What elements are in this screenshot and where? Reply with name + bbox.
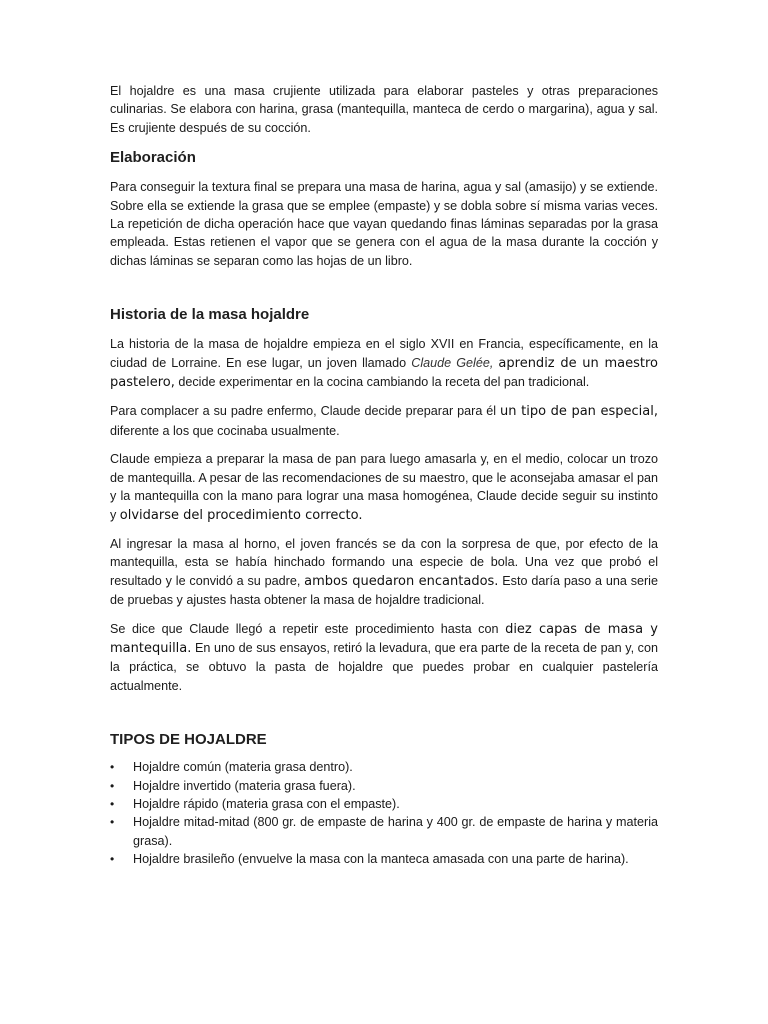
historia-p4-highlight: ambos quedaron encantados. xyxy=(304,573,499,589)
list-item xyxy=(110,777,658,795)
bullet-icon: • xyxy=(110,796,115,811)
list-item-text: Hojaldre rápido (materia grasa con el empaste). xyxy=(133,796,400,811)
intro-text: es una masa crujiente utilizada para elaborar pasteles y otras preparaciones culinarias. Se elabora con harina, grasa (mantequilla, manteca de cerdo o margarina), agua y sal. Es crujiente después de su cocción. xyxy=(110,84,658,135)
list-item xyxy=(110,795,658,813)
heading-tipos: TIPOS DE HOJALDRE xyxy=(110,731,267,749)
historia-p1-text-c: decide experimentar en la cocina cambiando la receta del pan tradicional. xyxy=(174,375,590,390)
tipos-list xyxy=(110,758,658,868)
historia-p5-text-a: Se dice que Claude llegó a repetir este procedimiento hasta con xyxy=(110,621,506,636)
heading-elaboracion: Elaboración xyxy=(110,149,196,167)
historia-paragraph-2 xyxy=(110,402,658,440)
historia-paragraph-3 xyxy=(110,450,658,525)
list-item xyxy=(110,850,658,868)
list-item-text: Hojaldre mitad-mitad (800 gr. de empaste de harina y 400 gr. de empaste de harina y materia grasa). xyxy=(133,815,658,848)
bullet-icon: • xyxy=(110,760,115,775)
historia-p3-text-a: Claude empieza a preparar la masa de pan para luego amasarla y, en el medio, colocar un trozo de mantequilla. A pesar de las recomendaciones de su maestro, que le aconsejaba amasar el pan y la mantequilla con la mano para lograr una masa homogénea, Claude decide seguir su instinto y xyxy=(110,452,658,522)
list-item xyxy=(110,813,658,850)
historia-p2-text-a: Para complacer a su padre enfermo, Claude decide preparar para él xyxy=(110,404,501,419)
historia-p2-text-b: diferente a los que cocinaba usualmente. xyxy=(110,423,340,438)
document-body xyxy=(110,82,658,869)
historia-p4-text-a: Al ingresar la masa al horno, el joven francés se da con la sorpresa de que, por efecto de la mantequilla, esta se había hinchado formando una especie de bola. Una vez que probó el resultado y le convidó a su padre, xyxy=(110,536,658,588)
list-item-text: Hojaldre común (materia grasa dentro). xyxy=(133,760,353,775)
historia-paragraph-5 xyxy=(110,620,658,696)
historia-paragraph-1 xyxy=(110,335,658,392)
historia-p1-highlight: aprendiz de un maestro pastelero, xyxy=(110,355,658,391)
list-item-text: Hojaldre invertido (materia grasa fuera). xyxy=(133,778,356,793)
intro-paragraph xyxy=(110,82,658,137)
historia-p5-text-b: En uno de sus ensayos, retiró la levadura, que era parte de la receta de pan y, con la práctica, se obtuvo la pasta de hojaldre que puedes probar en cualquier pastelería actualmente. xyxy=(110,640,658,693)
intro-term: El hojaldre xyxy=(110,84,175,98)
historia-p1-text-a: La historia de la masa de hojaldre empieza en el siglo XVII en Francia, específicamente, en la ciudad de Lorraine. En ese lugar, un joven llamado xyxy=(110,337,658,370)
historia-p2-highlight: un tipo de pan especial, xyxy=(500,404,658,420)
historia-p1-name: Claude Gelée, xyxy=(411,355,494,370)
bullet-icon: • xyxy=(110,778,115,793)
heading-historia: Historia de la masa hojaldre xyxy=(110,306,310,324)
historia-paragraph-4 xyxy=(110,535,658,610)
list-item-text: Hojaldre brasileño (envuelve la masa con la manteca amasada con una parte de harina). xyxy=(133,852,629,867)
historia-p4-text-b: Esto daría paso a una serie de pruebas y ajustes hasta obtener la masa de hojaldre tradicional. xyxy=(110,573,658,608)
elaboracion-paragraph: Para conseguir la textura final se prepara una masa de harina, agua y sal (amasijo) y se extiende. Sobre ella se extiende la grasa que se emplee (empaste) y se dobla sobre sí misma varias veces. La repetición de dicha operación hace que vayan quedando finas láminas separadas por la grasa empleada. Estas retienen el vapor que se genera con el agua de la masa durante la cocción y dichas láminas se separan como las hojas de un libro. xyxy=(110,180,658,268)
list-item xyxy=(110,758,658,776)
historia-p5-highlight: diez capas de masa y mantequilla. xyxy=(110,621,658,656)
bullet-icon: • xyxy=(110,815,115,830)
historia-p3-highlight: olvidarse del procedimiento correcto. xyxy=(119,507,363,523)
bullet-icon: • xyxy=(110,852,115,867)
